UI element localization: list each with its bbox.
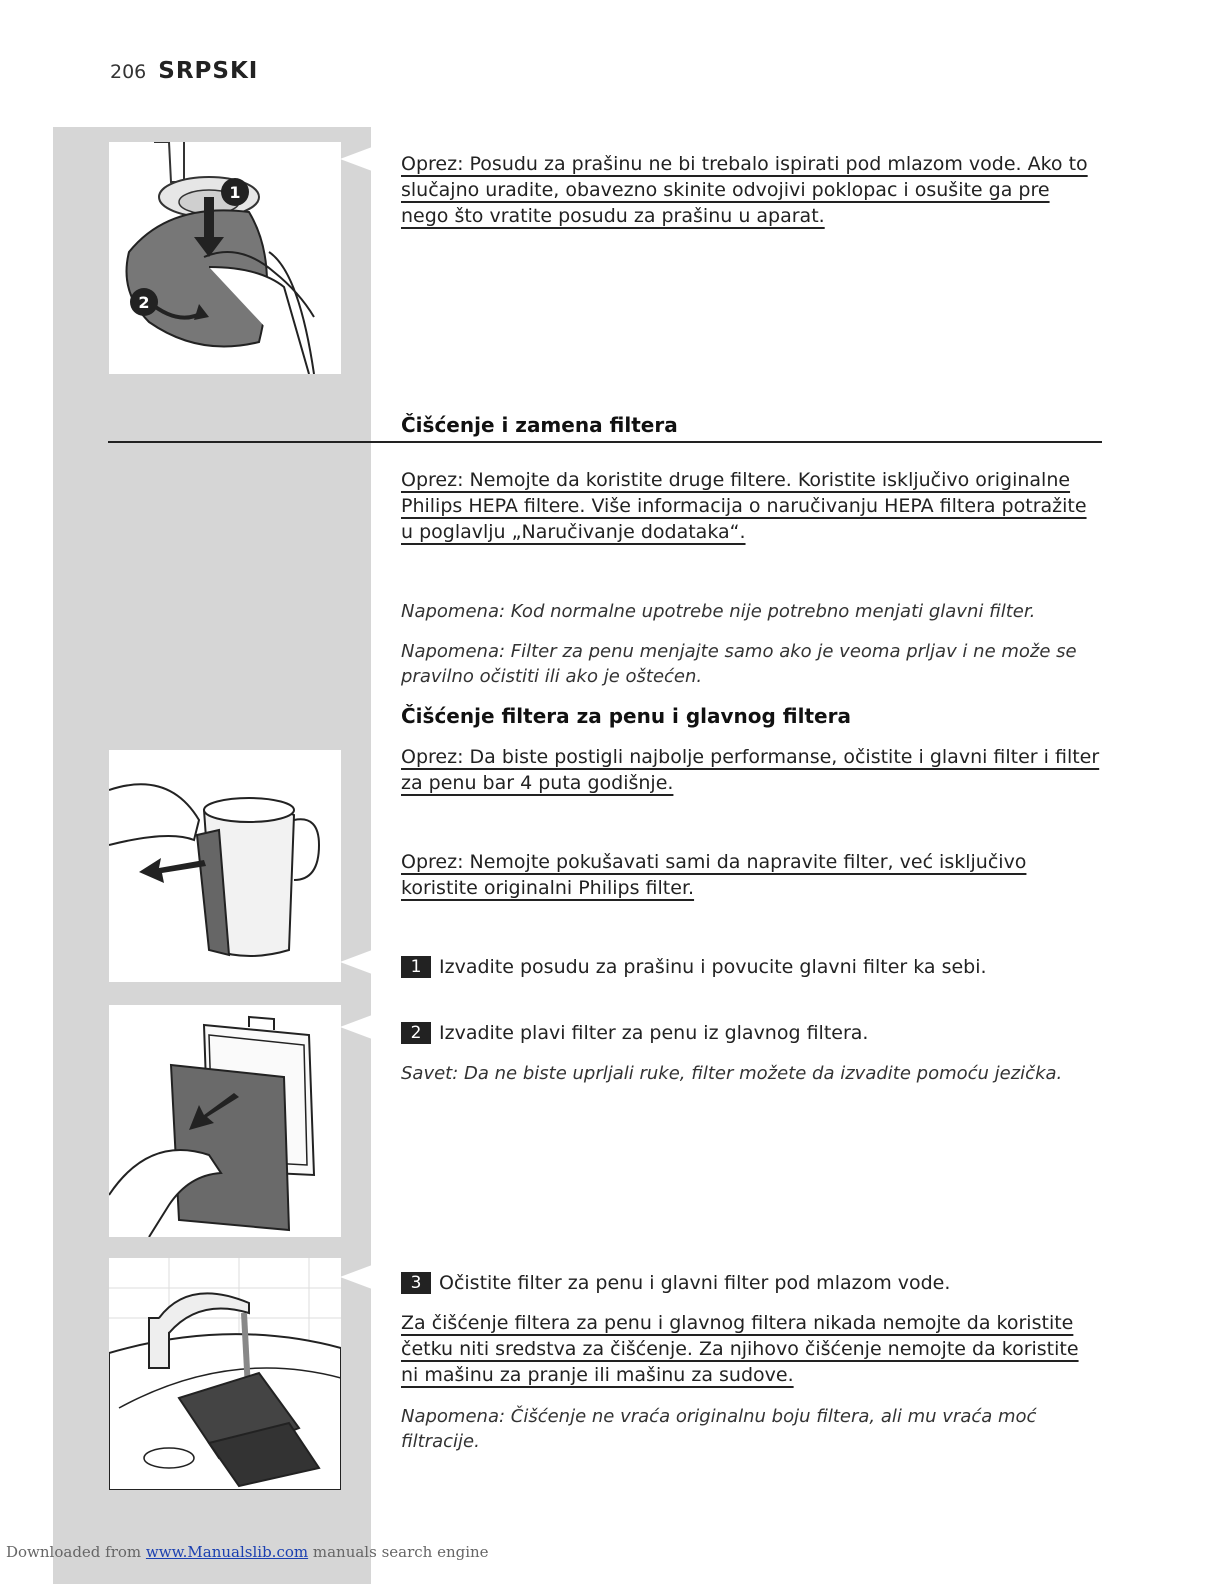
step-text: Očistite filter za penu i glavni filter pod mlazom vode. [439, 1272, 951, 1294]
pointer-triangle [340, 1015, 372, 1039]
page-header [110, 58, 258, 84]
caution-no-brush-detergent: Za čišćenje filtera za penu i glavnog filtera nikada nemojte da koristite četku niti sredstva za čišćenje. Za njihovo čišćenje nemojte da koristite ni mašinu za pranje ili mašinu za sudove. [401, 1312, 1079, 1386]
tip-use-tab: Savet: Da ne biste uprljali ruke, filter možete da izvadite pomoću jezička. [401, 1063, 1063, 1084]
section-title-filter-cleaning: Čišćenje i zamena filtera [401, 413, 678, 437]
note-main-filter: Napomena: Kod normalne upotrebe nije potrebno menjati glavni filter. [401, 601, 1036, 622]
pointer-triangle [340, 950, 372, 974]
pointer-triangle [340, 147, 372, 171]
step1-badge: 1 [229, 183, 241, 202]
step-text: Izvadite posudu za prašinu i povucite glavni filter ka sebi. [439, 956, 987, 978]
subsection-title-foam-main: Čišćenje filtera za penu i glavnog filtera [401, 704, 851, 728]
caution-clean-frequency: Oprez: Da biste postigli najbolje performanse, očistite i glavni filter i filter za penu bar 4 puta godišnje. [401, 746, 1100, 794]
step-text: Izvadite plavi filter za penu iz glavnog filtera. [439, 1022, 869, 1044]
rinse-filter-drawing [109, 1258, 341, 1490]
step-2 [401, 1020, 1101, 1046]
step-3 [401, 1270, 1101, 1296]
footer-prefix: Downloaded from [6, 1543, 146, 1561]
step-1 [401, 954, 1101, 980]
step-number: 3 [401, 1272, 431, 1294]
caution-no-homemade-filter: Oprez: Nemojte pokušavati sami da napravite filter, već isključivo koristite originalni Philips filter. [401, 851, 1027, 899]
remove-lid-drawing [109, 142, 341, 374]
pull-filter-drawing [109, 750, 341, 982]
footer [6, 1543, 489, 1561]
illustration-foam-filter [109, 1005, 341, 1237]
page-number: 206 [110, 61, 147, 83]
footer-suffix: manuals search engine [308, 1543, 489, 1561]
manualslib-link[interactable]: www.Manualslib.com [145, 1543, 309, 1561]
step2-badge: 2 [138, 293, 150, 312]
illustration-rinse-filter [109, 1258, 341, 1490]
step-number: 1 [401, 956, 431, 978]
note-foam-filter: Napomena: Filter za penu menjajte samo ako je veoma prljav i ne može se pravilno očistiti ili ako je oštećen. [401, 641, 1077, 687]
caution-dust-container-rinse: Oprez: Posudu za prašinu ne bi trebalo ispirati pod mlazom vode. Ako to slučajno uradite, obavezno skinite odvojivi poklopac i osušite ga pre nego što vratite posudu za prašinu u aparat. [401, 153, 1088, 227]
section-divider [108, 441, 1102, 443]
caution-original-filters: Oprez: Nemojte da koristite druge filtere. Koristite isključivo originalne Philips HEPA filtere. Više informacija o naručivanju HEPA filtera potražite u poglavlju „Naručivanje dodataka“. [401, 469, 1087, 543]
pointer-triangle [340, 1265, 372, 1289]
illustration-remove-lid [109, 142, 341, 374]
language-title: SRPSKI [158, 58, 259, 84]
step-number: 2 [401, 1022, 431, 1044]
illustration-pull-filter [109, 750, 341, 982]
note-filter-color: Napomena: Čišćenje ne vraća originalnu boju filtera, ali mu vraća moć filtracije. [401, 1406, 1037, 1452]
foam-filter-drawing [109, 1005, 341, 1237]
